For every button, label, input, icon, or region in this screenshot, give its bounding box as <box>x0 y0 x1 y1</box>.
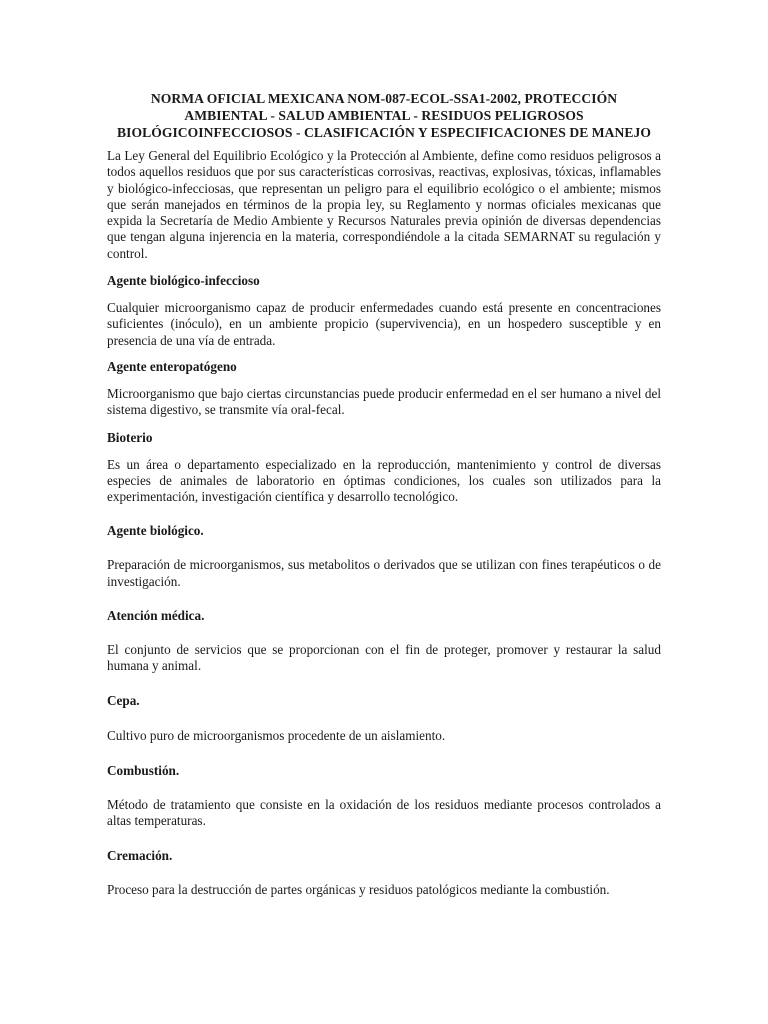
section-heading-cremacion: Cremación. <box>107 847 173 863</box>
section-text-cepa: Cultivo puro de microorganismos procedente de un aislamiento. <box>107 727 446 743</box>
title-line-3: BIOLÓGICOINFECCIOSOS - CLASIFICACIÓN Y ESPECIFICACIONES DE MANEJO <box>117 125 651 140</box>
section-text-agente-enteropatogeno: Microorganismo que bajo ciertas circunstancias puede producir enfermedad en el ser humano a nivel del sistema digestivo, se transmite vía oral-fecal. <box>107 385 661 418</box>
section-heading-agente-biologico: Agente biológico. <box>107 523 204 539</box>
section-text-atencion-medica: El conjunto de servicios que se proporcionan con el fin de proteger, promover y restaurar la salud humana y animal. <box>107 642 661 674</box>
section-text-agente-biologico-infeccioso: Cualquier microorganismo capaz de producir enfermedades cuando está presente en concentraciones suficientes (inóculo), en un ambiente propicio (supervivencia), en un hospedero susceptible y en presencia de una vía de entrada. <box>107 300 661 348</box>
section-heading-agente-biologico-infeccioso: Agente biológico-infeccioso <box>107 273 260 289</box>
title-line-1: NORMA OFICIAL MEXICANA NOM-087-ECOL-SSA1-2002, PROTECCIÓN <box>150 91 618 106</box>
section-heading-cepa: Cepa. <box>107 692 140 708</box>
section-text-combustion: Método de tratamiento que consiste en la oxidación de los residuos mediante procesos controlados a altas temperaturas. <box>107 796 661 829</box>
section-text-agente-biologico: Preparación de microorganismos, sus metabolitos o derivados que se utilizan con fines terapéuticos o de investigación. <box>107 557 661 589</box>
section-heading-agente-enteropatogeno: Agente enteropatógeno <box>107 358 237 374</box>
section-heading-bioterio: Bioterio <box>107 429 153 445</box>
section-text-bioterio: Es un área o departamento especializado en la reproducción, mantenimiento y control de diversas especies de animales de laboratorio en óptimas condiciones, los cuales son utilizados para la experimentación, investigación científica y desarrollo tecnológico. <box>107 456 661 505</box>
document-page <box>107 90 661 898</box>
section-heading-atencion-medica: Atención médica. <box>107 608 205 624</box>
title-line-2: AMBIENTAL - SALUD AMBIENTAL - RESIDUOS PELIGROSOS <box>184 108 584 123</box>
intro-paragraph: La Ley General del Equilibrio Ecológico y la Protección al Ambiente, define como residuos peligrosos a todos aquellos residuos que por sus características corrosivas, reactivas, explosivas, tóxicas, inflamables y biológico-infecciosas, que representan un peligro para el equilibrio ecológico o el ambiente; mismos que serán manejados en términos de la propia ley, su Reglamento y normas oficiales mexicanas que expida la Secretaría de Medio Ambiente y Recursos Naturales previa opinión de diversas dependencias que tengan alguna injerencia en la materia, correspondiéndole a la citada SEMARNAT su regulación y control. <box>107 148 661 261</box>
document-title <box>107 90 661 141</box>
section-heading-combustion: Combustión. <box>107 762 180 778</box>
section-text-cremacion: Proceso para la destrucción de partes orgánicas y residuos patológicos mediante la combustión. <box>107 881 610 897</box>
